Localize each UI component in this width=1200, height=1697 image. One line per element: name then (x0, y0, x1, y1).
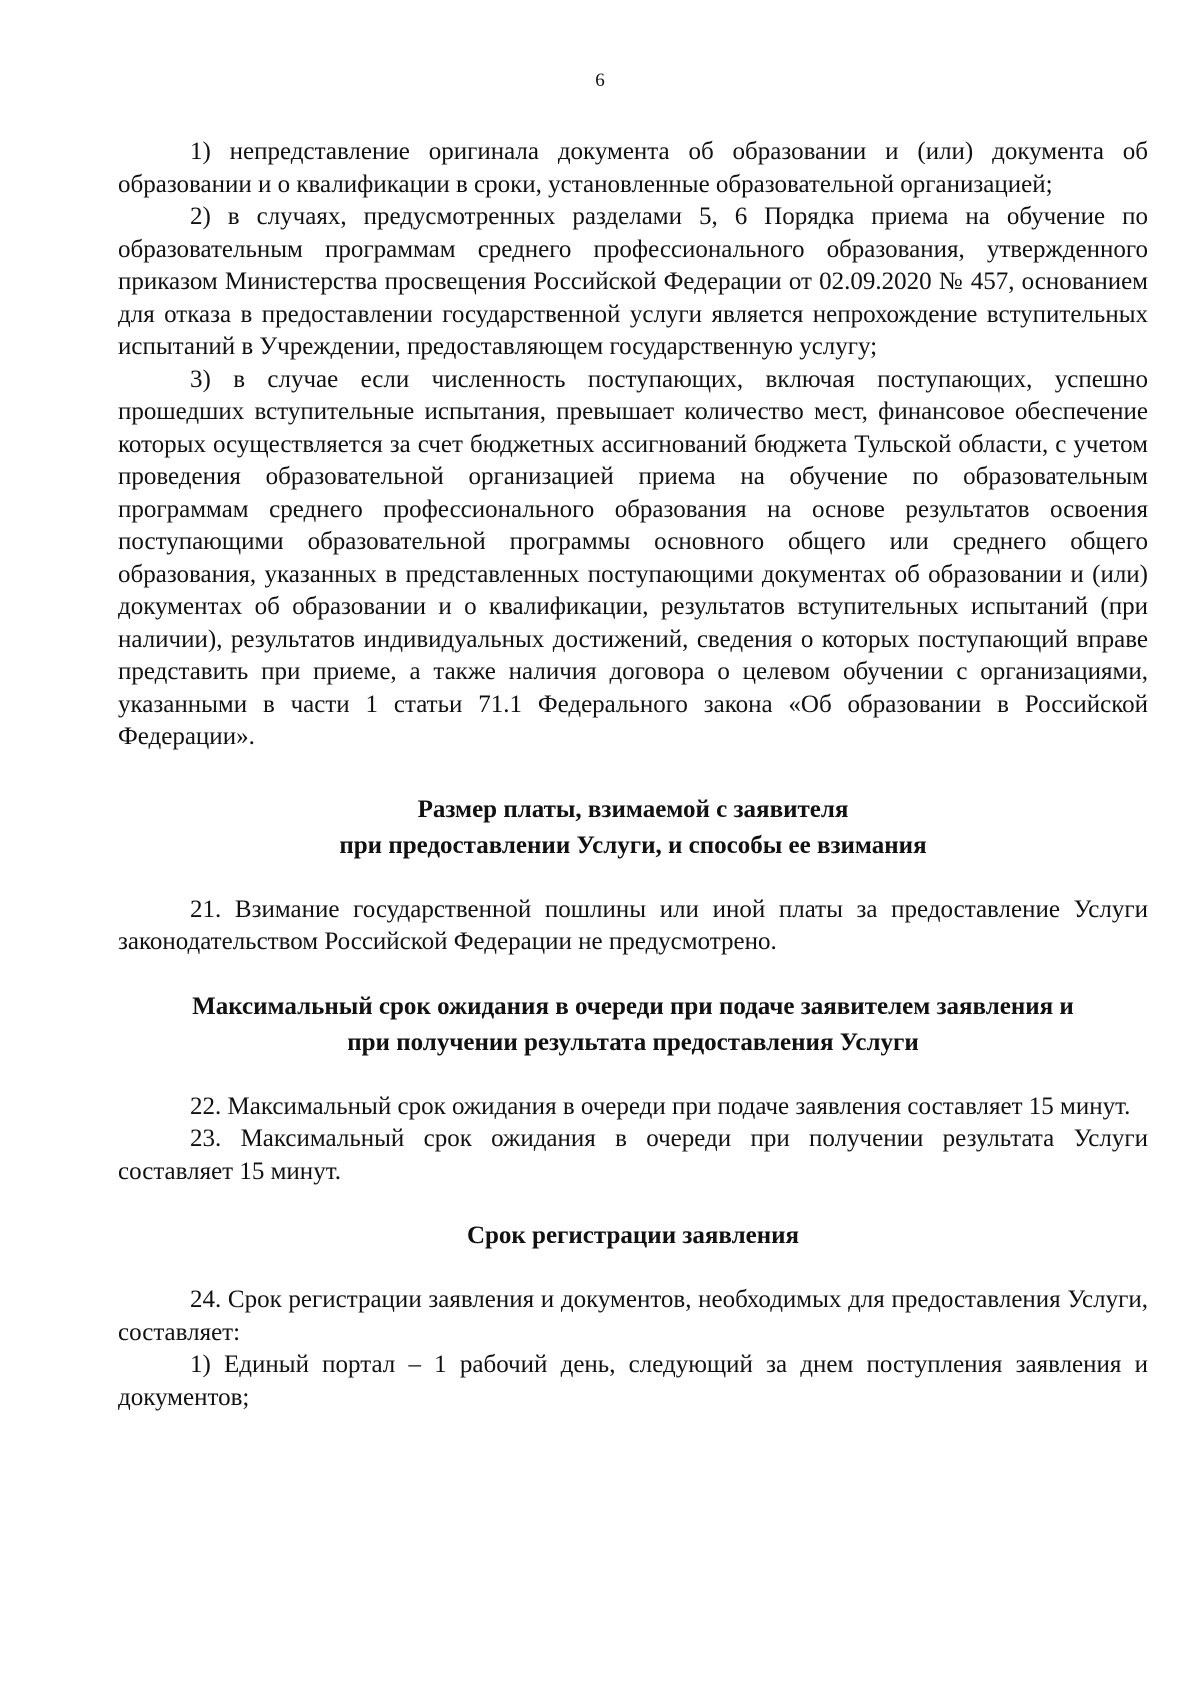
paragraph-item-1: 1) непредставление оригинала документа об образовании и (или) документа об образовании и о квалификации в сроки, установленные образовательной организацией; (118, 138, 1148, 198)
paragraph-24: 24. Срок регистрации заявления и документов, необходимых для предоставления Услуги, составляет: (118, 1286, 1148, 1346)
section-heading-queue-line2: при получении результата предоставления Услуги (347, 1028, 919, 1056)
paragraph-item-3: 3) в случае если численность поступающих, включая поступающих, успешно прошедших вступительные испытания, превышает количество мест, финансовое обеспечение которых осуществляется за счет бюджетных ассигнований бюджета Тульской области, с учетом проведения образовательной организацией приема на обучение по образовательным программам среднего профессионального образования на основе результатов освоения поступающими образовательной программы основного общего или среднего общего образования, указанных в представленных поступающими документах об образовании и (или) документах об образовании и о квалификации, результатов вступительных испытаний (при наличии), результатов индивидуальных достижений, сведения о которых поступающий вправе представить при приеме, а также наличия договора о целевом обучении с организациями, указанными в части 1 статьи 71.1 Федерального закона «Об образовании в Российской Федерации». (118, 365, 1148, 750)
page-number: 6 (595, 70, 605, 91)
section-heading-registration: Срок регистрации заявления (466, 1222, 800, 1249)
paragraph-24-item-1: 1) Единый портал – 1 рабочий день, следующий за днем поступления заявления и документов; (118, 1351, 1148, 1411)
section-heading-queue-line1: Максимальный срок ожидания в очереди при подаче заявителем заявления и (192, 992, 1074, 1020)
section-heading-fee-line2: при предоставлении Услуги, и способы ее взимания (339, 831, 927, 859)
paragraph-22: 22. Максимальный срок ожидания в очереди при подаче заявления составляет 15 минут. (190, 1092, 1131, 1120)
paragraph-23: 23. Максимальный срок ожидания в очереди при получении результата Услуги составляет 15 минут. (118, 1125, 1148, 1185)
section-heading-fee-line1: Размер платы, взимаемой с заявителя (417, 795, 849, 823)
paragraph-21: 21. Взимание государственной пошлины или иной платы за предоставление Услуги законодательством Российской Федерации не предусмотрено. (118, 895, 1148, 955)
paragraph-item-2: 2) в случаях, предусмотренных разделами 5, 6 Порядка приема на обучение по образовательным программам среднего профессионального образования, утвержденного приказом Министерства просвещения Российской Федерации от 02.09.2020 № 457, основанием для отказа в предоставлении государственной услуги является непрохождение вступительных испытаний в Учреждении, предоставляющем государственную услугу; (118, 203, 1148, 360)
